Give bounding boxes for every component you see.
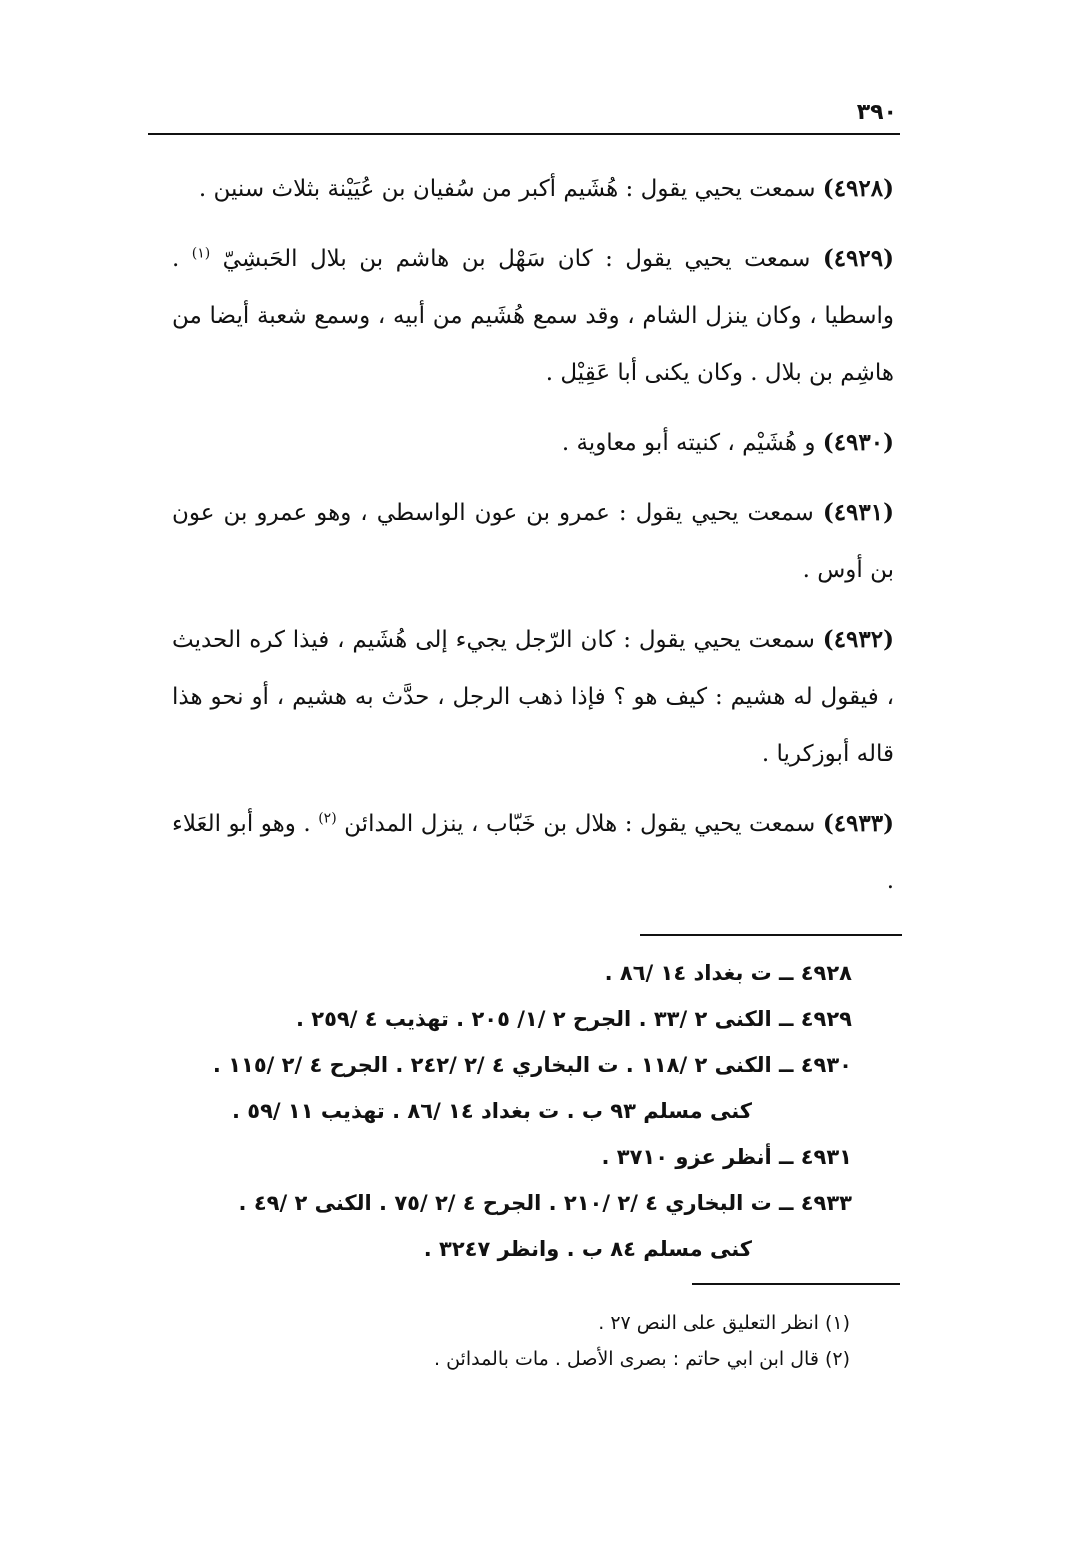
footnotes-list [170, 1305, 850, 1377]
reference-line: ٤٩٣٠ ــ الكنى ٢ /١١٨ . ت البخاري ٤ /٢ /٢٤٢ . الجرح ٤ /٢ /١١٥ . [212, 1053, 852, 1077]
entry-text-continued: . واسطيا ، وكان ينزل الشام ، وقد سمع هُشَيم من أبيه ، وسمع شعبة أيضا من هاشِم بن بلال . وكان يكنى أبا عَقِيْل . [172, 246, 894, 386]
entry-text: سمعت يحيي يقول : كان الرّجل يجيء إلى هُشَيم ، فيذا كره الحديث ، فيقول له هشيم : كيف هو ؟ فإذا ذهب الرجل ، حدَّث به هشيم ، أو نحو هذا قاله أبوزكريا . [172, 627, 894, 767]
footnote-2: (٢) قال ابن ابي حاتم : بصرى الأصل . مات بالمدائن . [433, 1348, 850, 1370]
entry-4928 [172, 160, 894, 218]
entry-text: سمعت يحيي يقول : هلال بن خَبّاب ، ينزل المدائن [344, 811, 816, 837]
entry-number: (٤٩٣٣) [822, 810, 895, 837]
entry-4931 [172, 484, 894, 599]
entry-number: (٤٩٣١) [822, 499, 895, 526]
entry-number: (٤٩٢٩) [822, 245, 895, 272]
entry-4930 [172, 414, 894, 472]
footnote-1: (١) انظر التعليق على النص ٢٧ . [598, 1312, 850, 1334]
reference-line: ٤٩٣١ ــ أنظر عزو ٣٧١٠ . [601, 1145, 852, 1169]
entry-4929 [172, 230, 894, 402]
entry-text: سمعت يحيي يقول : هُشَيم أكبر من سُفيان بن عُيَيْنة بثلاث سنين . [198, 176, 816, 202]
main-text [172, 160, 894, 922]
footnote-reference[interactable]: (١) [191, 245, 211, 262]
references-rule [640, 934, 902, 936]
reference-line: ٤٩٢٨ ــ ت بغداد ١٤ /٨٦ . [604, 961, 852, 985]
reference-line: ٤٩٣٣ ــ ت البخاري ٤ /٢ /٢١٠ . الجرح ٤ /٢ /٧٥ . الكنى ٢ /٤٩ . [238, 1191, 852, 1215]
entry-number: (٤٩٣٢) [822, 626, 894, 653]
entry-text: سمعت يحيي يقول : عمرو بن عون الواسطي ، وهو عمرو بن عون بن أوس . [172, 500, 894, 583]
page-number: ٣٩٠ [856, 100, 897, 125]
entry-number: (٤٩٢٨) [822, 175, 894, 202]
reference-line-continued: كنى مسلم ٩٣ ب . ت بغداد ١٤ /٨٦ . تهذيب ١١ /٥٩ . [231, 1099, 752, 1123]
entry-number: (٤٩٣٠) [822, 429, 894, 456]
entry-text-continued: . وهو أبو العَلاء . [172, 811, 894, 894]
entry-4932 [172, 611, 894, 783]
entry-4933 [172, 795, 894, 910]
footnote-reference[interactable]: (٢) [318, 810, 337, 827]
footnotes-rule [692, 1283, 900, 1285]
entry-text: و هُشَيْم ، كنيته أبو معاوية . [561, 430, 816, 456]
header-rule [148, 133, 900, 135]
reference-line-continued: كنى مسلم ٨٤ ب . وانظر ٣٢٤٧ . [423, 1237, 752, 1261]
references-list [152, 950, 852, 1272]
entry-text: سمعت يحيي يقول : كان سَهْل بن هاشم بن بلال الحَبشِيّ [222, 246, 811, 272]
reference-line: ٤٩٢٩ ــ الكنى ٢ /٣٣ . الجرح ٢ /١/ ٢٠٥ . تهذيب ٤ /٢٥٩ . [295, 1007, 852, 1031]
